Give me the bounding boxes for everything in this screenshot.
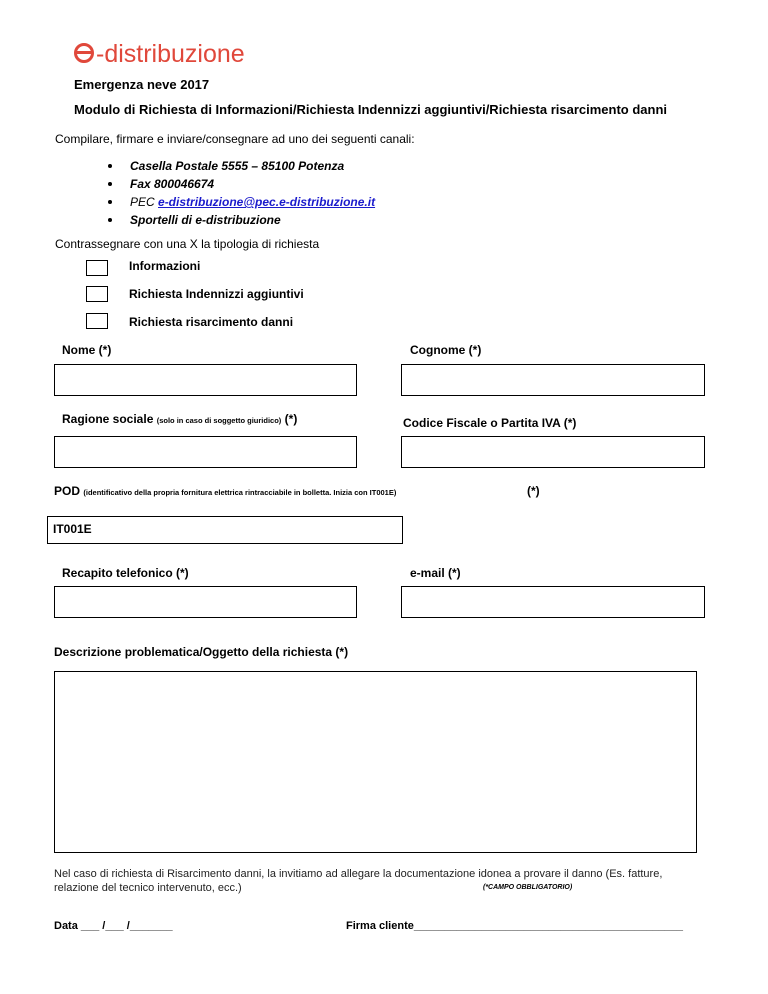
ragione-label-text: Ragione sociale bbox=[62, 412, 154, 426]
cognome-input[interactable] bbox=[401, 364, 705, 396]
e-logo-icon bbox=[74, 43, 94, 63]
firma-field[interactable]: Firma cliente____________________________________________ bbox=[346, 920, 684, 932]
email-input[interactable] bbox=[401, 586, 705, 618]
checkbox-indennizzi[interactable] bbox=[86, 286, 108, 302]
cognome-label: Cognome (*) bbox=[410, 343, 482, 357]
telefono-input[interactable] bbox=[54, 586, 357, 618]
checkbox-risarcimento[interactable] bbox=[86, 313, 108, 329]
email-label: e-mail (*) bbox=[410, 566, 461, 580]
codice-fiscale-label: Codice Fiscale o Partita IVA (*) bbox=[403, 416, 577, 430]
pod-label bbox=[54, 484, 396, 500]
pec-email-link[interactable]: e-distribuzione@pec.e-distribuzione.it bbox=[158, 195, 376, 209]
channel-pec bbox=[94, 193, 375, 211]
option-risarcimento-label: Richiesta risarcimento danni bbox=[129, 315, 294, 329]
pod-input[interactable] bbox=[47, 516, 403, 544]
logo-text: -distribuzione bbox=[96, 40, 245, 68]
ragione-sociale-input[interactable] bbox=[54, 436, 357, 468]
intro-text: Compilare, firmare e inviare/consegnare ad uno dei seguenti canali: bbox=[55, 132, 415, 146]
nome-label: Nome (*) bbox=[62, 343, 112, 357]
channels-list bbox=[94, 157, 375, 229]
option-informazioni-label: Informazioni bbox=[129, 259, 201, 273]
channel-fax: Fax 800046674 bbox=[94, 175, 375, 193]
pod-value: IT001E bbox=[53, 522, 92, 536]
data-field[interactable]: Data ___ /___ /_______ bbox=[54, 920, 173, 932]
mandatory-note: (*CAMPO OBBLIGATORIO) bbox=[483, 884, 573, 891]
descrizione-label: Descrizione problematica/Oggetto della richiesta (*) bbox=[54, 645, 349, 659]
page-title: Modulo di Richiesta di Informazioni/Richiesta Indennizzi aggiuntivi/Richiesta risarcimento danni bbox=[74, 102, 668, 117]
pod-label-text: POD bbox=[54, 484, 81, 498]
pod-required: (*) bbox=[527, 484, 540, 498]
e-distribuzione-logo bbox=[74, 40, 245, 68]
checkbox-informazioni[interactable] bbox=[86, 260, 108, 276]
title-emergenza: Emergenza neve 2017 bbox=[74, 77, 210, 92]
telefono-label: Recapito telefonico (*) bbox=[62, 566, 189, 580]
ragione-required: (*) bbox=[284, 412, 298, 426]
check-intro: Contrassegnare con una X la tipologia di richiesta bbox=[55, 237, 320, 251]
descrizione-textarea[interactable] bbox=[54, 671, 697, 853]
option-indennizzi-label: Richiesta Indennizzi aggiuntivi bbox=[129, 287, 304, 301]
channel-postale: Casella Postale 5555 – 85100 Potenza bbox=[94, 157, 375, 175]
channel-sportelli: Sportelli di e-distribuzione bbox=[94, 211, 375, 229]
footer-note-line1: Nel caso di richiesta di Risarcimento danni, la invitiamo ad allegare la documentazione idonea a provare il danno (Es. fatture, bbox=[54, 868, 663, 880]
footer-note-line2: relazione del tecnico intervenuto, ecc.) bbox=[54, 882, 242, 894]
ragione-sociale-label bbox=[62, 412, 297, 428]
pec-prefix: PEC bbox=[130, 195, 159, 209]
codice-fiscale-input[interactable] bbox=[401, 436, 705, 468]
ragione-note: (solo in caso di soggetto giuridico) bbox=[156, 416, 282, 425]
nome-input[interactable] bbox=[54, 364, 357, 396]
pod-note: (identificativo della propria fornitura elettrica rintracciabile in bolletta. Inizia con IT001E) bbox=[83, 488, 397, 497]
